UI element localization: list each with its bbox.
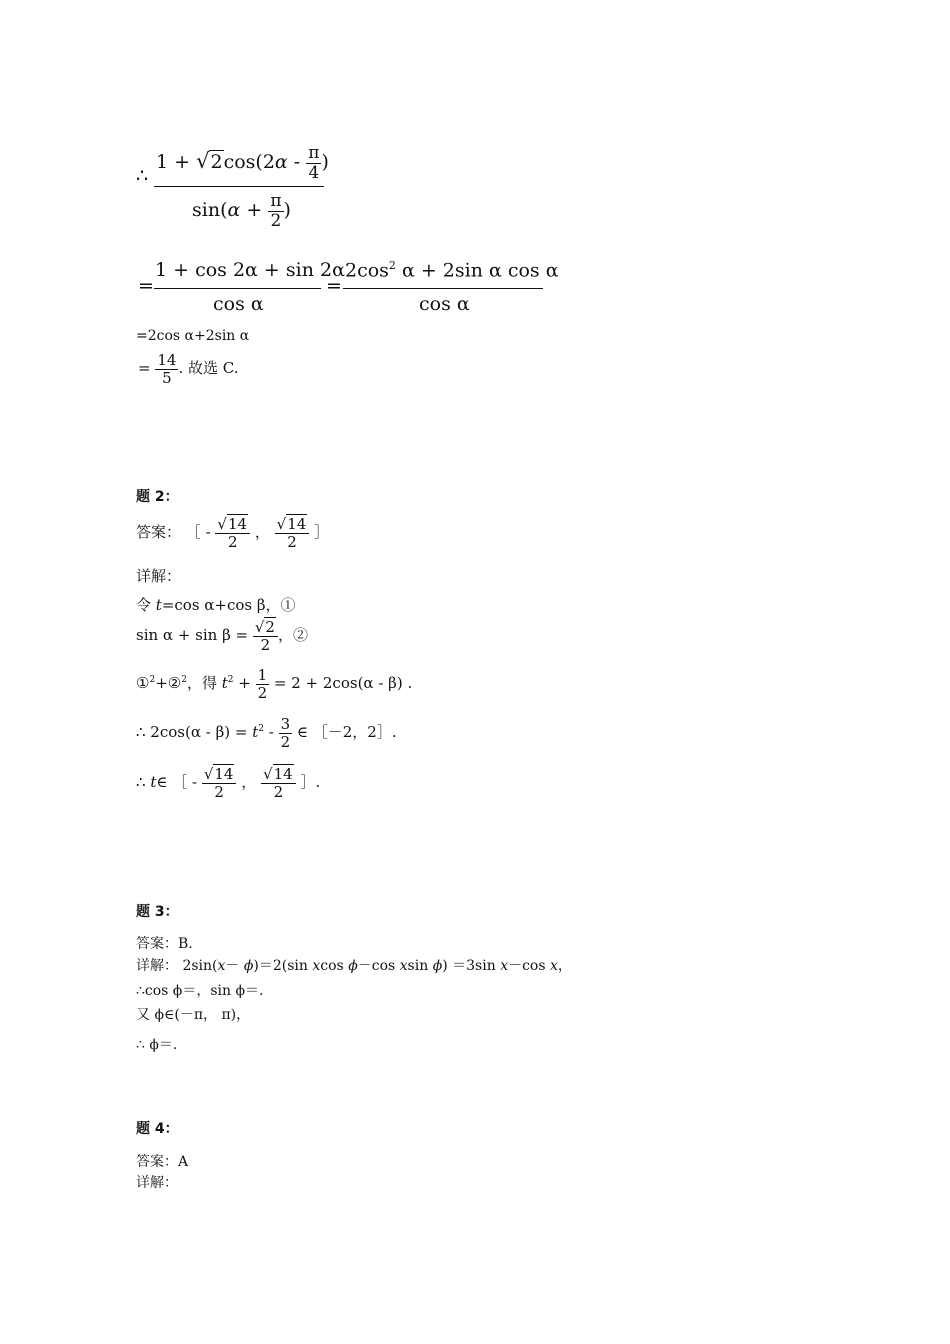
therefore-symbol: ∴ [136,165,149,187]
step-line: 又 ϕ∈(－π， π)， [136,1007,251,1023]
sqrt14-over-2: $\frac{√14}{2}$ [202,766,237,800]
sqrt14-over-2: $\frac{√14}{2}$ [275,516,310,550]
one-over-two: $\frac{1}{2}$ [257,666,268,702]
step-line: ∴ t∈ ［ - $\frac{√14}{2}$ ， $\frac{√14}{2}$ ］. [136,765,321,801]
pi-over-2: $\frac{\pi}{2}$ [270,191,282,231]
equals-sign: = [326,275,342,297]
pi-over-4: $\frac{\pi}{4}$ [308,143,320,183]
step-line: 令 t=cos α+cos β，① [136,596,296,614]
detail-label: 详解： [136,567,182,585]
result-line: = $\frac{14}{5}$ . 故选 C. [138,351,239,387]
sqrt14-over-2: $\frac{√14}{2}$ [215,516,250,550]
answer-line: 答案：A [136,1154,189,1170]
fraction-bar [154,186,324,187]
step-line: sin α + sin β = $\frac{√2}{2}$ ，② [136,618,308,654]
three-over-two: $\frac{3}{2}$ [280,715,291,751]
question-title: 题 4： [136,1121,179,1137]
fraction-bar [343,288,543,289]
step-line: ∴cos ϕ＝，sin ϕ＝. [136,983,264,999]
detail-line: 详解： 2sin(x－ ϕ)＝2(sin xcos ϕ－cos xsin ϕ) ＝3sin x－cos x， [136,958,572,974]
step-line: =2cos α+2sin α [136,328,250,344]
question-title: 题 3： [136,904,179,920]
fraction-2-denominator: cos α [213,293,264,315]
answer-line: 答案：B. [136,936,193,952]
step-line: ①$^2$+②$^2$，得 $t^2$ + $\frac{1}{2}$ = 2 + 2cos(α - β) . [136,666,413,702]
fraction-bar [154,288,321,289]
fraction-1-denominator: sin(α + $\frac{\pi}{2}$ ) [192,191,291,231]
detail-label: 详解： [136,1175,178,1191]
fraction-14-over-5: $\frac{14}{5}$ [157,351,177,387]
step-line: ∴ ϕ＝. [136,1037,178,1053]
step-line: ∴ $2\cos(\alpha - \beta) = t^2$ - $\frac{3}{2}$ ∈ ［－2，2］. [136,715,397,751]
answer-line: 答案： ［ - $\frac{√14}{2}$ ， $\frac{√14}{2}$ ］ [136,515,330,551]
fraction-2-numerator: 1 + cos 2α + sin 2α [155,259,345,281]
fraction-3-denominator: cos α [419,293,470,315]
question-title: 题 2： [136,489,179,505]
fraction-3-numerator: $2\cos^2$ α + 2sin α cos α [345,259,559,282]
fraction-1-numerator: 1 + √2cos(2α - $\frac{\pi}{4}$ ) [156,143,329,183]
sqrt14-over-2: $\frac{√14}{2}$ [261,766,296,800]
sqrt2-over-2: $\frac{√2}{2}$ [253,619,278,653]
equals-sign: = [138,275,154,297]
